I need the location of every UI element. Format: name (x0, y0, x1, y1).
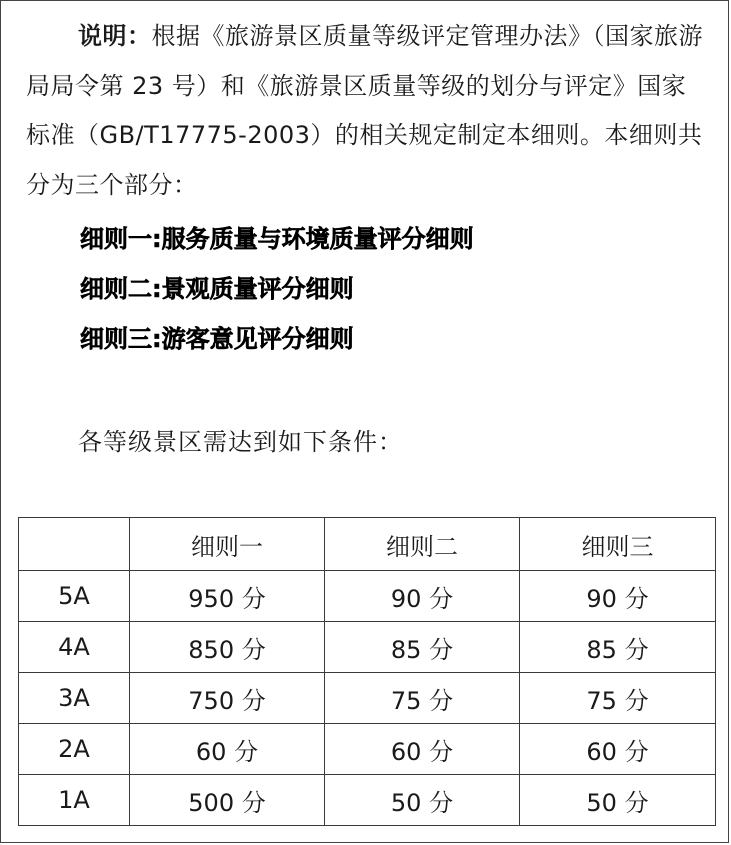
score-cell: 60 分 (130, 724, 325, 775)
score-cell: 90 分 (520, 571, 716, 622)
grade-cell: 5A (19, 571, 130, 622)
grade-cell: 4A (19, 622, 130, 673)
intro-paragraph (26, 12, 706, 210)
score-cell: 500 分 (130, 775, 325, 826)
table-header-cell: 细则一 (130, 518, 325, 571)
grade-score-table (18, 517, 716, 826)
section-item-1: 细则一:服务质量与环境质量评分细则 (80, 225, 474, 253)
intro-text: 根据《旅游景区质量等级评定管理办法》（国家旅游局局令第 23 号）和《旅游景区质量等级的划分与评定》国家标准（GB/T17775-2003）的相关规定制定本细则。本细则共分为三个部分： (26, 22, 703, 199)
table-row (19, 673, 716, 724)
score-cell: 50 分 (520, 775, 716, 826)
intro-lead-label: 说明： (78, 22, 152, 50)
table-header-row (19, 518, 716, 571)
table-row (19, 724, 716, 775)
score-cell: 950 分 (130, 571, 325, 622)
section-item-3: 细则三:游客意见评分细则 (80, 325, 354, 353)
score-cell: 75 分 (520, 673, 716, 724)
conditions-text: 各等级景区需达到如下条件： (78, 428, 403, 456)
score-cell: 60 分 (325, 724, 520, 775)
score-cell: 85 分 (520, 622, 716, 673)
grade-cell: 2A (19, 724, 130, 775)
section-item-2: 细则二:景观质量评分细则 (80, 275, 354, 303)
score-cell: 85 分 (325, 622, 520, 673)
table-header-cell (19, 518, 130, 571)
score-cell: 90 分 (325, 571, 520, 622)
score-cell: 60 分 (520, 724, 716, 775)
table-row (19, 622, 716, 673)
grade-cell: 1A (19, 775, 130, 826)
score-cell: 75 分 (325, 673, 520, 724)
table-row (19, 571, 716, 622)
score-cell: 750 分 (130, 673, 325, 724)
table-header-cell: 细则三 (520, 518, 716, 571)
grade-cell: 3A (19, 673, 130, 724)
score-cell: 850 分 (130, 622, 325, 673)
table-row (19, 775, 716, 826)
section-list (80, 217, 474, 367)
score-cell: 50 分 (325, 775, 520, 826)
table-header-cell: 细则二 (325, 518, 520, 571)
